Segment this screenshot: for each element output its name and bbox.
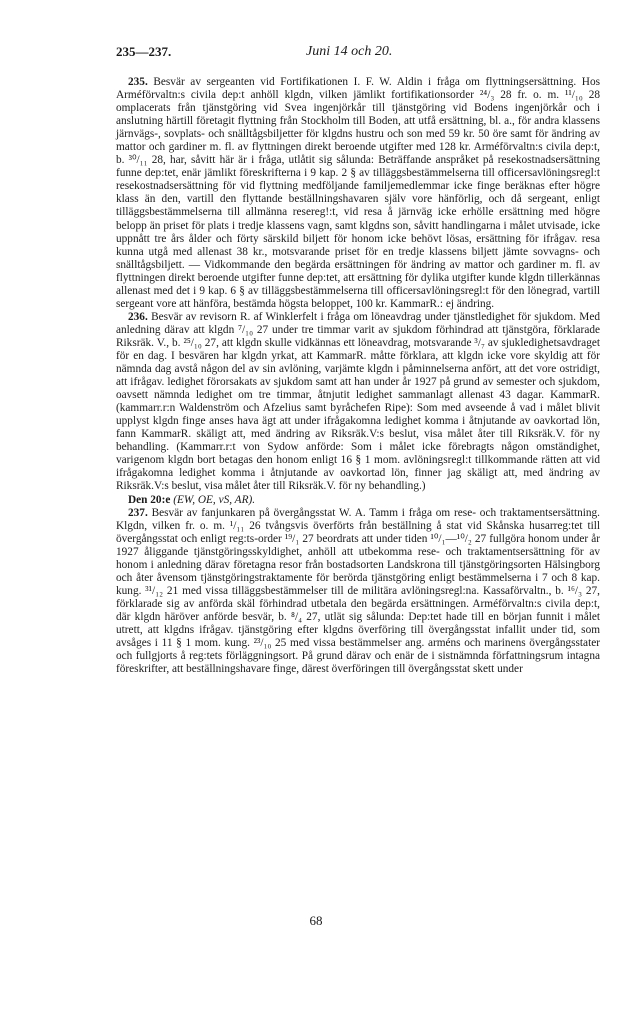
case-number: 236. <box>128 310 148 323</box>
date-heading <box>116 494 600 507</box>
document-body <box>116 76 600 676</box>
case-text: Besvär av fanjunkaren på övergångsstat W. A. Tamm i fråga om rese- och traktamentsersättning. Klgdn, vilken fr. o. m. ¹/₁₁ 26 tvångsvis överförts från beställning å stat vid Skånska husarreg:tet till övergångsstat och enligt reg:ts-order ¹⁹/₁ 27 beordrats att under tiden ¹⁰/₁—¹⁰/₂ 27 fullgöra honom under år 1927 åliggande tjänstgöringsskyldighet, anhöll att utbekomma rese- och traktamentsersättning för av honom i anledning därav företagna resor från bostadsorten Landskrona till tjänstgöringsorten Hälsingborg och åter åvensom tjänstgöringstraktamente för berörda tjänstgöring enligt bestämmelserna i 7 och 8 kap. kung. ³¹/₁₂ 21 med vissa tilläggsbestämmelser till de militära avlöningsregl:na. Kassaförvaltn., b. ¹⁶/₃ 27, förklarade sig av anförda skäl förhindrad utbetala den begärda ersättningen. Arméförvaltn:s civila dep:t, där klgdn häröver anförde besvär, b. ⁸/₄ 27, utlät sig sålunda: Dep:tet hade till en början funnit i målet utrett, att klgdns ifrågav. tjänstgöring efter klgdns överföring till övergångsstat infallit under tid, som avsåges i 11 § 1 mom. kung. ²³/₁₀ 25 med vissa bestämmelser ang. arméns och marinens övergångsstater och fullgjorts å reg:tets förläggningsort. På grund därav och enär de i sistnämnda författningsrum intagna föreskrifter, att beställningshavare finge, därest överföringen till övergångsstat skett under <box>116 506 600 676</box>
case-number: 235. <box>128 76 148 88</box>
header-date: Juni 14 och 20. <box>306 44 393 59</box>
date-heading-judges: (EW, OE, vS, AR). <box>173 493 256 506</box>
case-paragraph-236 <box>116 311 600 494</box>
case-paragraph-235 <box>116 76 600 311</box>
date-heading-label: Den 20:e <box>128 493 171 506</box>
page-number: 68 <box>309 913 323 928</box>
header-case-range: 235—237. <box>116 44 172 59</box>
case-number: 237. <box>128 506 148 519</box>
case-paragraph-237 <box>116 507 600 677</box>
page-header <box>116 44 616 64</box>
case-text: Besvär av sergeanten vid Fortifikationen I. F. W. Aldin i fråga om flyttningsersättning. Hos Arméförvaltn:s civila dep:t anhöll klgdn, vilken jämlikt fortifikationsorder ²⁴/₃ 28 fr. o. m. ¹¹/₁₀ 28 omplacerats från tjänstgöring vid Svea ingenjörkår till tjänstgöring vid Bodens ingenjörkår och i anslutning härtill företagit flyttning från Stockholm till Boden, att utfå ersättning, bl. a., för andra klassens järnvägs-, sovplats- och snälltågsbiljetter för klgdns hustru och son med 59 kr. 50 öre samt för ändring av mattor och gardiner m. fl. av flyttningen direkt beroende utgifter med 128 kr. Arméförvaltn:s civila dep:t, b. ³⁰/₁₁ 28, har, såvitt här är i fråga, utlåtit sig sålunda: Beträffande anspråket på resekostnadsersättning funne dep:tet, enär jämlikt föreskrifterna i 9 kap. 2 § av tilläggsbestämmelserna till officersavlöningsregl:t resekostnadsersättning för vid flyttning medföljande familjemedlemmar icke finge beräknas efter högre klass än den, vartill den flyttande beställningshavaren själv vore hänförlig, och då sergeant, enligt tilläggsbestämmelserna till allmänna resereg!:t, vid resa å järnväg icke erhölle ersättning med högre belopp än priset för plats i tredje klassens vagn, samt klgdns son, såvitt handlingarna i målet utvisade, icke uppnått tre års ålder och förty särskild biljett för honom icke behövt lösas, ersättning för ifrågav. resa kunna utgå med allenast 38 kr., motsvarande priset för en tredje klassens biljett jämte sovvagns- och snälltågsbiljett. — Vidkommande den begärda ersättningen för ändring av mattor och gardiner m. fl. av flyttningen direkt beroende utgifter funne dep:tet, att ersättning för dylika utgifter kunde klgdn tillerkännas allenast med det i 9 kap. 6 § av tilläggsbestämmelserna till officersavlöningsregl:t för den lönegrad, vartill sergeant vore att hänföra, bestämda högsta beloppet, 100 kr. KammarR.: ej ändring. <box>116 76 600 310</box>
case-text: Besvär av revisorn R. af Winklerfelt i fråga om löneavdrag under tjänstledighet för sjukdom. Med anledning därav att klgdn ⁷/₁₀ 27 under tre timmar varit av sjukdom förhindrad att tjänstgöra, förklarade Riksräk. V., b. ²⁵/₁₀ 27, att klgdn skulle vidkännas ett löneavdrag, motsvarande ³/₇ av sjukledighetsavdraget för en dag. I besvären har klgdn yrkat, att KammarR. måtte förklara, att klgdn icke vore skyldig att för nämnda dag avstå någon del av sin avlöning, varjämte klgdn i påminnelserna anfört, att det vore ostridigt, att ifrågav. ledighet förorsakats av sjukdom samt att han under år 1927 på grund av semester och sjukdom, oavsett nämnda ledighet om tre timmar, åtnjutit ledighet sammanlagt allenast 43 dagar. KammarR. (kammarr.r:n Waldenström och Afzelius samt byråchefen Ripe): Som med avseende å vad i målet blivit upplyst klgdn finge anses hava ägt att under ifrågakomna ledighet komma i åtnjutande av oavkortad lön, fann KammarR. skäligt att, med ändring av Riksräk.V:s beslut, visa målet åter till Riksräk.V. för ny behandling. (Kammarr.r:t von Sydow anförde: Som i målet icke förebragts någon omständighet, varigenom klgdn bort betagas den honom enligt 16 § 1 mom. avlöningsregl:t tillkommande rätten att vid ifrågakomna ledighet komma i åtnjutande av oavkortad lön, finner jag skäligt att, med ändring av Riksräk.V:s beslut, visa målet åter till Riksräk.V. för ny behandling.) <box>116 310 600 493</box>
